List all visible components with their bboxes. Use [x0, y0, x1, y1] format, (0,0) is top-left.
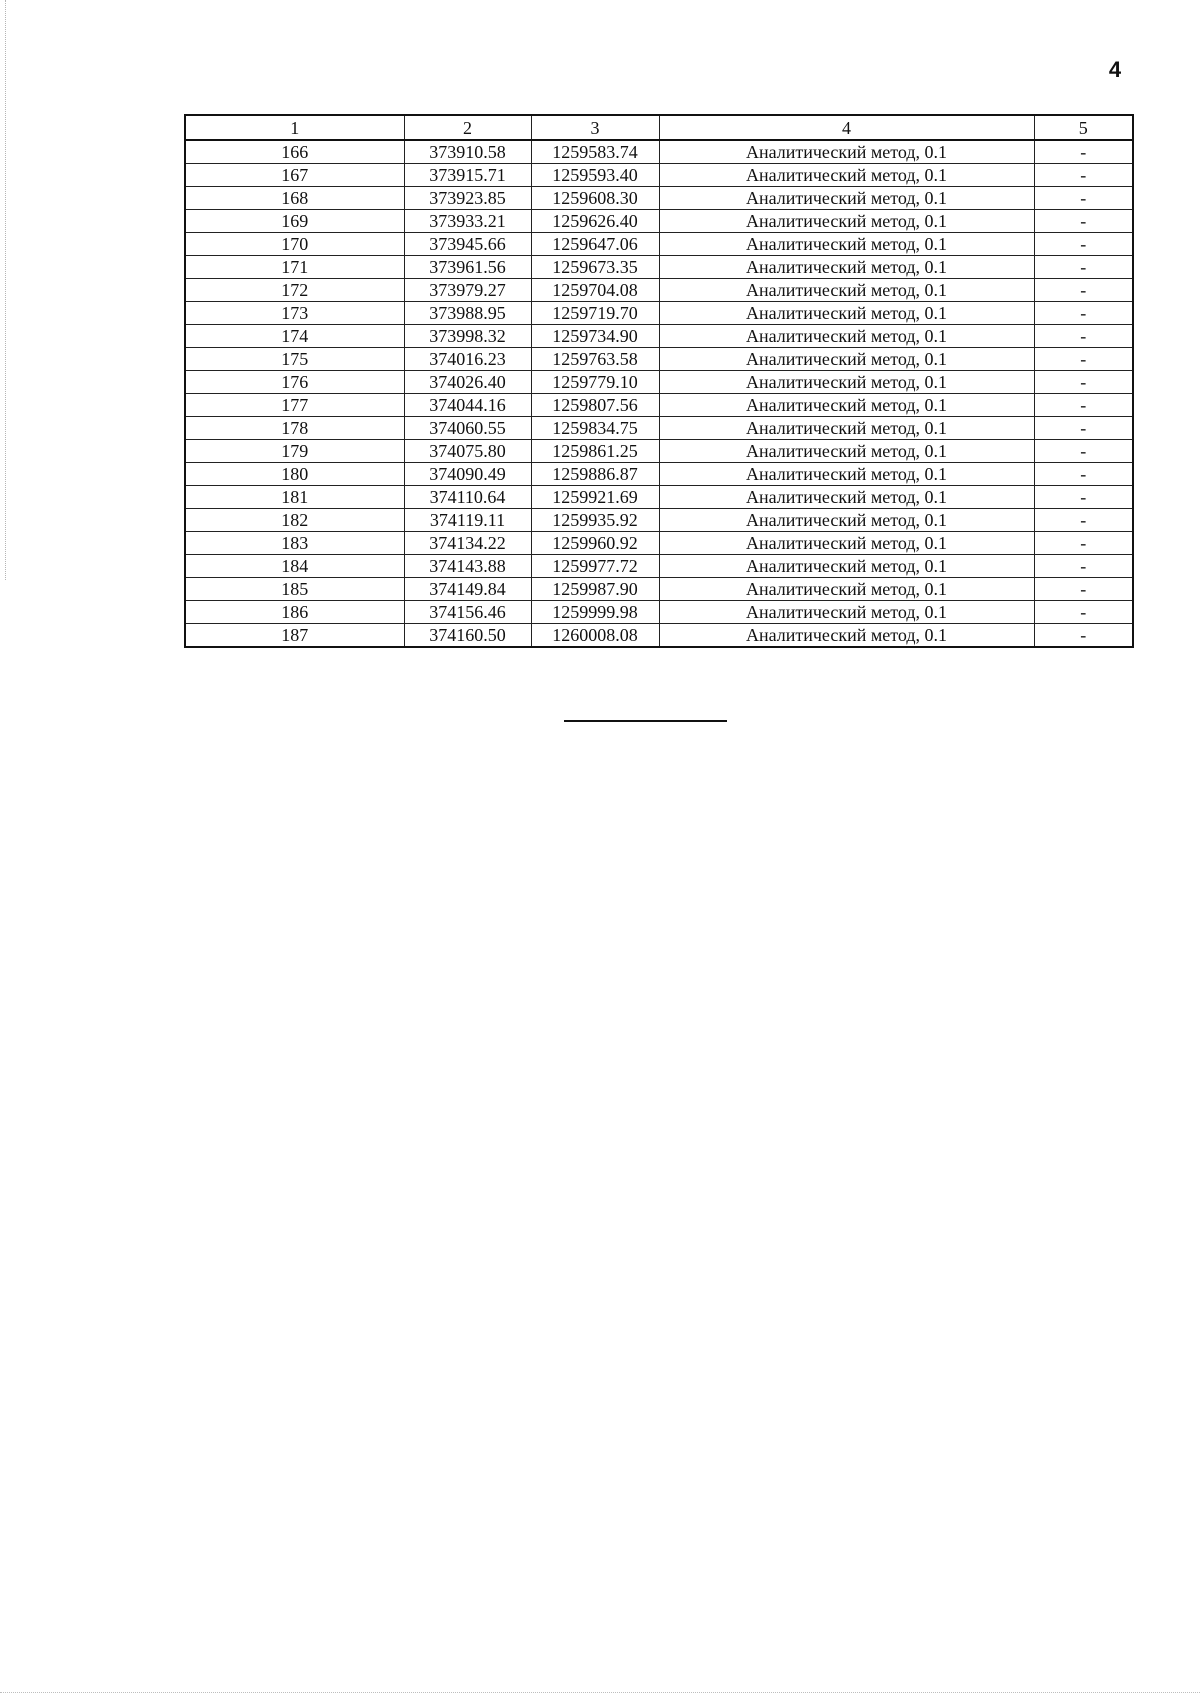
point-number-cell: 175 [185, 348, 404, 371]
point-number-cell: 174 [185, 325, 404, 348]
x-coordinate-cell: 374160.50 [404, 624, 531, 648]
column-header: 1 [185, 115, 404, 140]
table-row [185, 394, 1133, 417]
note-cell: - [1034, 555, 1133, 578]
note-cell: - [1034, 210, 1133, 233]
note-cell: - [1034, 256, 1133, 279]
y-coordinate-cell: 1259834.75 [531, 417, 659, 440]
method-cell: Аналитический метод, 0.1 [659, 417, 1034, 440]
point-number-cell: 169 [185, 210, 404, 233]
y-coordinate-cell: 1259886.87 [531, 463, 659, 486]
table-row [185, 256, 1133, 279]
table-row [185, 578, 1133, 601]
method-cell: Аналитический метод, 0.1 [659, 509, 1034, 532]
note-cell: - [1034, 371, 1133, 394]
table-row [185, 509, 1133, 532]
y-coordinate-cell: 1259999.98 [531, 601, 659, 624]
x-coordinate-cell: 374143.88 [404, 555, 531, 578]
note-cell: - [1034, 187, 1133, 210]
y-coordinate-cell: 1259921.69 [531, 486, 659, 509]
table-row [185, 624, 1133, 648]
note-cell: - [1034, 532, 1133, 555]
y-coordinate-cell: 1259608.30 [531, 187, 659, 210]
point-number-cell: 167 [185, 164, 404, 187]
x-coordinate-cell: 374110.64 [404, 486, 531, 509]
y-coordinate-cell: 1259861.25 [531, 440, 659, 463]
point-number-cell: 170 [185, 233, 404, 256]
table-row [185, 371, 1133, 394]
x-coordinate-cell: 373910.58 [404, 140, 531, 164]
table-row [185, 532, 1133, 555]
point-number-cell: 180 [185, 463, 404, 486]
method-cell: Аналитический метод, 0.1 [659, 486, 1034, 509]
method-cell: Аналитический метод, 0.1 [659, 210, 1034, 233]
note-cell: - [1034, 233, 1133, 256]
method-cell: Аналитический метод, 0.1 [659, 302, 1034, 325]
x-coordinate-cell: 374149.84 [404, 578, 531, 601]
method-cell: Аналитический метод, 0.1 [659, 463, 1034, 486]
note-cell: - [1034, 601, 1133, 624]
note-cell: - [1034, 279, 1133, 302]
note-cell: - [1034, 509, 1133, 532]
method-cell: Аналитический метод, 0.1 [659, 164, 1034, 187]
end-of-table-rule [564, 720, 727, 722]
point-number-cell: 184 [185, 555, 404, 578]
table-row [185, 417, 1133, 440]
method-cell: Аналитический метод, 0.1 [659, 348, 1034, 371]
note-cell: - [1034, 578, 1133, 601]
method-cell: Аналитический метод, 0.1 [659, 371, 1034, 394]
header-row [185, 115, 1133, 140]
y-coordinate-cell: 1259987.90 [531, 578, 659, 601]
point-number-cell: 176 [185, 371, 404, 394]
x-coordinate-cell: 374119.11 [404, 509, 531, 532]
y-coordinate-cell: 1259704.08 [531, 279, 659, 302]
method-cell: Аналитический метод, 0.1 [659, 578, 1034, 601]
method-cell: Аналитический метод, 0.1 [659, 233, 1034, 256]
y-coordinate-cell: 1259593.40 [531, 164, 659, 187]
y-coordinate-cell: 1259779.10 [531, 371, 659, 394]
x-coordinate-cell: 374044.16 [404, 394, 531, 417]
y-coordinate-cell: 1259626.40 [531, 210, 659, 233]
y-coordinate-cell: 1259673.35 [531, 256, 659, 279]
note-cell: - [1034, 463, 1133, 486]
method-cell: Аналитический метод, 0.1 [659, 256, 1034, 279]
y-coordinate-cell: 1259734.90 [531, 325, 659, 348]
x-coordinate-cell: 373998.32 [404, 325, 531, 348]
table-body [185, 140, 1133, 647]
method-cell: Аналитический метод, 0.1 [659, 394, 1034, 417]
table-row [185, 302, 1133, 325]
method-cell: Аналитический метод, 0.1 [659, 624, 1034, 648]
point-number-cell: 181 [185, 486, 404, 509]
point-number-cell: 183 [185, 532, 404, 555]
note-cell: - [1034, 140, 1133, 164]
x-coordinate-cell: 374134.22 [404, 532, 531, 555]
x-coordinate-cell: 374060.55 [404, 417, 531, 440]
note-cell: - [1034, 417, 1133, 440]
point-number-cell: 187 [185, 624, 404, 648]
page-number: 4 [1108, 57, 1122, 82]
method-cell: Аналитический метод, 0.1 [659, 532, 1034, 555]
x-coordinate-cell: 373923.85 [404, 187, 531, 210]
x-coordinate-cell: 373979.27 [404, 279, 531, 302]
scan-edge-bottom [0, 1692, 1200, 1693]
coordinates-table [184, 114, 1134, 648]
y-coordinate-cell: 1259647.06 [531, 233, 659, 256]
method-cell: Аналитический метод, 0.1 [659, 440, 1034, 463]
point-number-cell: 186 [185, 601, 404, 624]
point-number-cell: 172 [185, 279, 404, 302]
table-row [185, 463, 1133, 486]
x-coordinate-cell: 374016.23 [404, 348, 531, 371]
note-cell: - [1034, 348, 1133, 371]
point-number-cell: 178 [185, 417, 404, 440]
note-cell: - [1034, 440, 1133, 463]
x-coordinate-cell: 373988.95 [404, 302, 531, 325]
x-coordinate-cell: 374156.46 [404, 601, 531, 624]
column-header: 3 [531, 115, 659, 140]
note-cell: - [1034, 394, 1133, 417]
point-number-cell: 182 [185, 509, 404, 532]
y-coordinate-cell: 1259960.92 [531, 532, 659, 555]
table-row [185, 164, 1133, 187]
y-coordinate-cell: 1259583.74 [531, 140, 659, 164]
y-coordinate-cell: 1259977.72 [531, 555, 659, 578]
point-number-cell: 177 [185, 394, 404, 417]
y-coordinate-cell: 1259935.92 [531, 509, 659, 532]
method-cell: Аналитический метод, 0.1 [659, 325, 1034, 348]
x-coordinate-cell: 374026.40 [404, 371, 531, 394]
y-coordinate-cell: 1259719.70 [531, 302, 659, 325]
x-coordinate-cell: 374090.49 [404, 463, 531, 486]
method-cell: Аналитический метод, 0.1 [659, 187, 1034, 210]
x-coordinate-cell: 373915.71 [404, 164, 531, 187]
table-row [185, 140, 1133, 164]
table-row [185, 601, 1133, 624]
note-cell: - [1034, 302, 1133, 325]
method-cell: Аналитический метод, 0.1 [659, 140, 1034, 164]
column-header: 4 [659, 115, 1034, 140]
y-coordinate-cell: 1259807.56 [531, 394, 659, 417]
point-number-cell: 179 [185, 440, 404, 463]
x-coordinate-cell: 374075.80 [404, 440, 531, 463]
note-cell: - [1034, 325, 1133, 348]
table-row [185, 555, 1133, 578]
table-row [185, 440, 1133, 463]
point-number-cell: 168 [185, 187, 404, 210]
method-cell: Аналитический метод, 0.1 [659, 601, 1034, 624]
point-number-cell: 173 [185, 302, 404, 325]
x-coordinate-cell: 373945.66 [404, 233, 531, 256]
table-row [185, 210, 1133, 233]
method-cell: Аналитический метод, 0.1 [659, 279, 1034, 302]
table-row [185, 279, 1133, 302]
column-header: 2 [404, 115, 531, 140]
note-cell: - [1034, 624, 1133, 648]
table-row [185, 325, 1133, 348]
table-header [185, 115, 1133, 140]
point-number-cell: 185 [185, 578, 404, 601]
note-cell: - [1034, 164, 1133, 187]
x-coordinate-cell: 373933.21 [404, 210, 531, 233]
y-coordinate-cell: 1259763.58 [531, 348, 659, 371]
column-header: 5 [1034, 115, 1133, 140]
note-cell: - [1034, 486, 1133, 509]
table-row [185, 233, 1133, 256]
table-row [185, 486, 1133, 509]
table-row [185, 348, 1133, 371]
y-coordinate-cell: 1260008.08 [531, 624, 659, 648]
method-cell: Аналитический метод, 0.1 [659, 555, 1034, 578]
point-number-cell: 171 [185, 256, 404, 279]
point-number-cell: 166 [185, 140, 404, 164]
x-coordinate-cell: 373961.56 [404, 256, 531, 279]
scan-edge-left [5, 0, 6, 580]
table-row [185, 187, 1133, 210]
